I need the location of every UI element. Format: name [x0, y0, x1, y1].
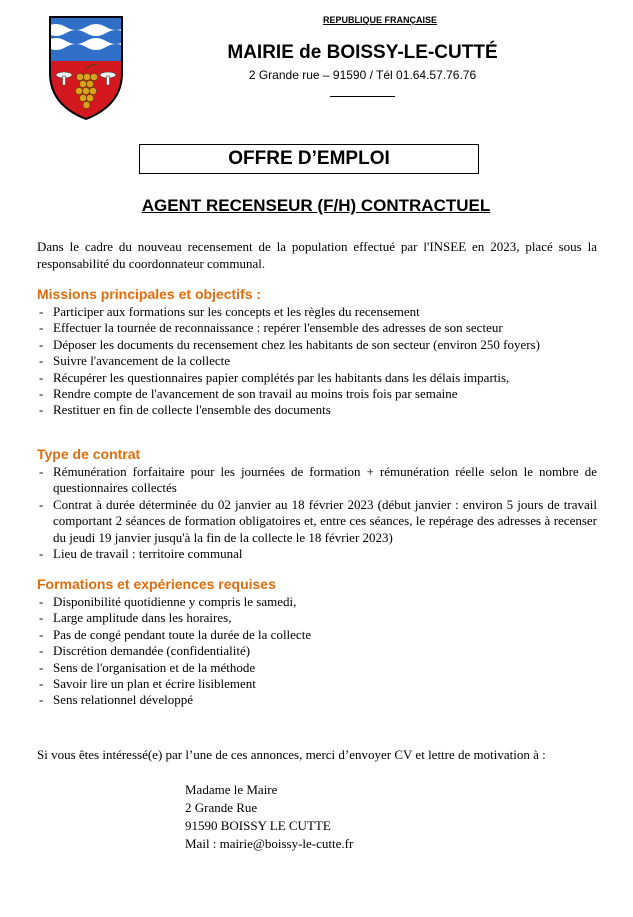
contact-email[interactable]: Mail : mairie@boissy-le-cutte.fr	[185, 836, 354, 851]
list-item: - Sens relationnel développé	[39, 692, 194, 708]
list-item: - Savoir lire un plan et écrire lisiblement	[39, 676, 256, 692]
missions-title: Missions principales et objectifs :	[37, 286, 262, 302]
contact-city: 91590 BOISSY LE CUTTE	[185, 818, 331, 833]
contact-name: Madame le Maire	[185, 782, 278, 797]
list-item: - Rémunération forfaitaire pour les journées de formation + rémunération réelle selon le nombre de questionnaires collectés	[39, 464, 597, 496]
formations-list	[37, 594, 597, 709]
mairie-address: 2 Grande rue – 91590 / Tél 01.64.57.76.76	[248, 68, 477, 82]
list-item: - Discrétion demandée (confidentialité)	[39, 643, 251, 659]
contact-street: 2 Grande Rue	[185, 800, 258, 815]
job-title: AGENT RECENSEUR (F/H) CONTRACTUEL	[141, 196, 491, 215]
list-item: - Pas de congé pendant toute la durée de la collecte	[39, 626, 312, 642]
list-item: - Récupérer les questionnaires papier complétés par les habitants dans les délais impartis,	[39, 369, 510, 385]
contrat-title: Type de contrat	[37, 446, 141, 462]
list-item: - Effectuer la tournée de reconnaissance : repérer l'ensemble des adresses de son secteur	[39, 320, 503, 336]
mairie-name: MAIRIE de BOISSY-LE-CUTTÉ	[227, 42, 498, 63]
list-item: - Disponibilité quotidienne y compris le samedi,	[39, 594, 297, 609]
list-item: - Restituer en fin de collecte l'ensemble des documents	[39, 402, 331, 418]
list-item: - Suivre l'avancement de la collecte	[39, 353, 231, 369]
intro-paragraph: Dans le cadre du nouveau recensement de la population effectué par l'INSEE en 2023, placé sous la responsabilité du coordonnateur communal.	[37, 239, 597, 271]
formations-title: Formations et expériences requises	[37, 576, 276, 592]
header-divider	[330, 96, 395, 97]
list-item: - Lieu de travail : territoire communal	[39, 546, 243, 562]
coat-of-arms-logo	[46, 13, 126, 123]
outro-paragraph: Si vous êtes intéressé(e) par l’une de ces annonces, merci d’envoyer CV et lettre de motivation à :	[37, 747, 546, 762]
list-item: - Contrat à durée déterminée du 02 janvier au 18 février 2023 (début janvier : environ 5 jours de travail comportant 2 séances de formation obligatoires et, entre ces séances, le repérage des adresses à recenser du jeudi 19 janvier jusqu'à la fin de la collecte le 18 février 2023)	[39, 496, 597, 545]
missions-list	[37, 304, 597, 419]
list-item: - Large amplitude dans les horaires,	[39, 610, 232, 626]
list-item: - Rendre compte de l'avancement de son travail au moins trois fois par semaine	[39, 386, 458, 402]
contrat-list	[37, 464, 597, 562]
republique-francaise-heading: REPUBLIQUE FRANÇAISE	[322, 15, 437, 25]
list-item: - Déposer les documents du recensement chez les habitants de son secteur (environ 250 foyers)	[39, 336, 540, 352]
list-item: - Sens de l'organisation et de la méthode	[39, 659, 256, 675]
list-item: - Participer aux formations sur les concepts et les règles du recensement	[39, 304, 420, 319]
offre-emploi-title: OFFRE D’EMPLOI	[139, 144, 479, 174]
contact-block	[185, 781, 353, 853]
